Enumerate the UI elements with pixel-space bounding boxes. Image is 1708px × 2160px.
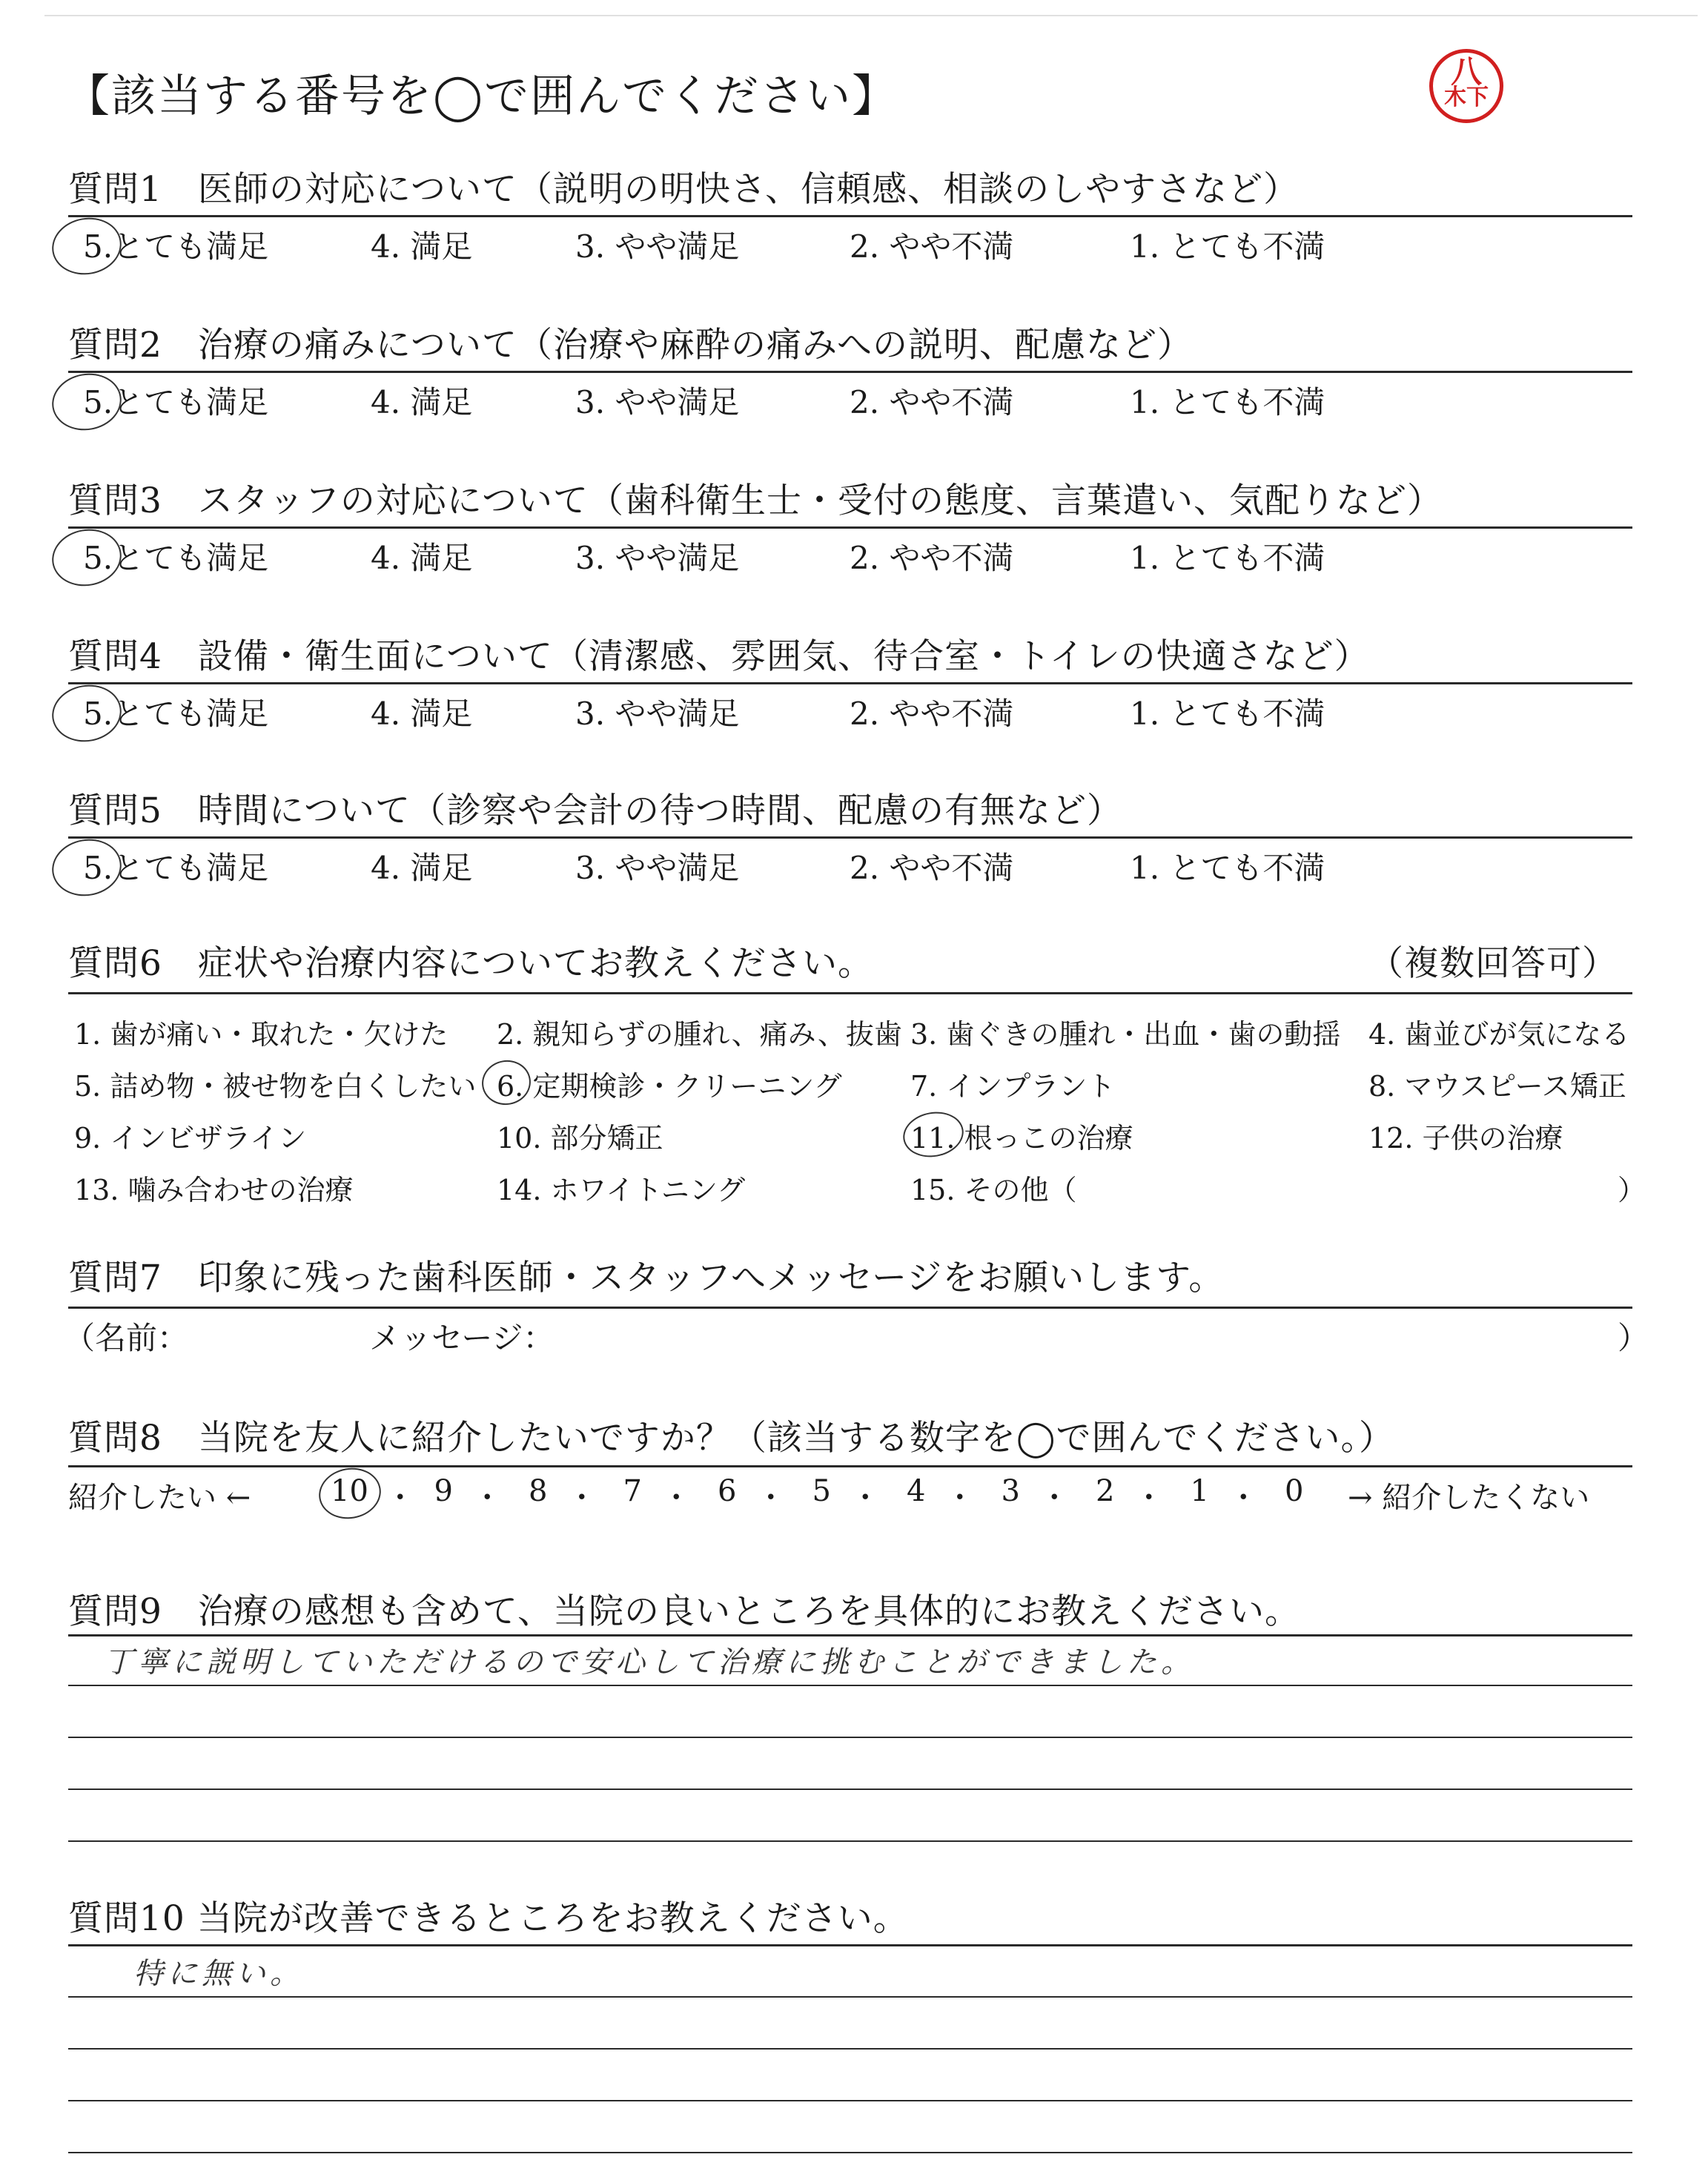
q8-scale-dot: ・ bbox=[385, 1481, 415, 1515]
q2-rule bbox=[68, 371, 1632, 373]
q6-item-6[interactable]: 6. 定期検診・クリーニング bbox=[497, 1070, 842, 1103]
q4-option-3[interactable]: 3. やや満足 bbox=[575, 696, 740, 732]
q6-item-15[interactable]: 15. その他（ bbox=[910, 1174, 1077, 1206]
q8-scale-dot: ・ bbox=[472, 1481, 503, 1515]
q3-title: 質問3 スタッフの対応について（歯科衛生士・受付の態度、言葉遣い、気配りなど） bbox=[68, 480, 1443, 521]
q5-rule bbox=[68, 836, 1632, 839]
q1-option-4[interactable]: 4. 満足 bbox=[371, 228, 473, 265]
q8-selected-circle bbox=[315, 1463, 385, 1524]
q8-left-label: 紹介したい ← bbox=[68, 1481, 251, 1515]
q6-item-7[interactable]: 7. インプラント bbox=[910, 1070, 1116, 1103]
q5-option-5[interactable]: 5.とても満足 bbox=[83, 850, 269, 886]
q8-scale-dot: ・ bbox=[1039, 1481, 1070, 1515]
seal-stamp: 八 木下 bbox=[1429, 49, 1503, 123]
q4-option-5[interactable]: 5.とても満足 bbox=[83, 696, 269, 732]
q3-option-5[interactable]: 5.とても満足 bbox=[83, 540, 269, 576]
survey-heading: 【該当する番号を◯で囲んでください】 bbox=[65, 70, 898, 122]
q6-item-5[interactable]: 5. 詰め物・被せ物を白くしたい bbox=[74, 1070, 477, 1103]
q4-rule bbox=[68, 682, 1632, 684]
q6-item-11[interactable]: 11. 根っこの治療 bbox=[910, 1122, 1133, 1155]
q2-option-1[interactable]: 1. とても不満 bbox=[1130, 384, 1325, 420]
q8-scale-10[interactable]: 10 bbox=[331, 1474, 368, 1508]
q6-item-10[interactable]: 10. 部分矯正 bbox=[497, 1122, 663, 1155]
q1-option-2[interactable]: 2. やや不満 bbox=[850, 228, 1014, 265]
q6-item-1[interactable]: 1. 歯が痛い・取れた・欠けた bbox=[74, 1018, 448, 1051]
q8-scale-8[interactable]: 8 bbox=[529, 1474, 548, 1508]
q8-scale-dot: ・ bbox=[1133, 1481, 1164, 1515]
q4-option-1[interactable]: 1. とても不満 bbox=[1130, 696, 1325, 732]
q8-scale-dot: ・ bbox=[944, 1481, 975, 1515]
q5-option-1[interactable]: 1. とても不満 bbox=[1130, 850, 1325, 886]
q9-rule-3 bbox=[68, 1737, 1632, 1738]
q7-rule bbox=[68, 1307, 1632, 1309]
q2-option-5[interactable]: 5.とても満足 bbox=[83, 384, 269, 420]
q8-scale-dot: ・ bbox=[566, 1481, 597, 1515]
q6-item-3[interactable]: 3. 歯ぐきの腫れ・出血・歯の動揺 bbox=[910, 1018, 1341, 1051]
q6-item-9[interactable]: 9. インビザライン bbox=[74, 1122, 307, 1155]
q8-scale-dot: ・ bbox=[755, 1481, 786, 1515]
q10-handwritten-answer: 特に無い。 bbox=[133, 1957, 304, 1991]
q8-scale-dot: ・ bbox=[661, 1481, 692, 1515]
q6-item-12[interactable]: 12. 子供の治療 bbox=[1368, 1122, 1563, 1155]
q4-option-2[interactable]: 2. やや不満 bbox=[850, 696, 1014, 732]
q8-scale-6[interactable]: 6 bbox=[718, 1474, 737, 1508]
q4-title: 質問4 設備・衛生面について（清潔感、雰囲気、待合室・トイレの快適さなど） bbox=[68, 636, 1370, 677]
q5-title: 質問5 時間について（診察や会計の待つ時間、配慮の有無など） bbox=[68, 790, 1122, 831]
q6-item-16: ） bbox=[1618, 1174, 1646, 1206]
q2-title: 質問2 治療の痛みについて（治療や麻酔の痛みへの説明、配慮など） bbox=[68, 325, 1194, 366]
q3-option-4[interactable]: 4. 満足 bbox=[371, 540, 473, 576]
q8-scale-1[interactable]: 1 bbox=[1190, 1474, 1209, 1508]
q9-rule-5 bbox=[68, 1840, 1632, 1842]
q3-rule bbox=[68, 526, 1632, 529]
q2-option-4[interactable]: 4. 満足 bbox=[371, 384, 473, 420]
q5-option-3[interactable]: 3. やや満足 bbox=[575, 850, 740, 886]
q10-rule-1 bbox=[68, 1944, 1632, 1946]
q7-message-label: メッセージ： bbox=[369, 1320, 555, 1356]
q3-option-2[interactable]: 2. やや不満 bbox=[850, 540, 1014, 576]
q1-rule bbox=[68, 215, 1632, 217]
q2-option-2[interactable]: 2. やや不満 bbox=[850, 384, 1014, 420]
q7-title: 質問7 印象に残った歯科医師・スタッフへメッセージをお願いします。 bbox=[68, 1258, 1225, 1298]
q1-option-3[interactable]: 3. やや満足 bbox=[575, 228, 740, 265]
q8-scale-dot: ・ bbox=[850, 1481, 881, 1515]
q8-scale-3[interactable]: 3 bbox=[1001, 1474, 1020, 1508]
q9-rule-2 bbox=[68, 1685, 1632, 1686]
q10-rule-3 bbox=[68, 2048, 1632, 2050]
page-top-edge bbox=[44, 15, 1698, 16]
q1-title: 質問1 医師の対応について（説明の明快さ、信頼感、相談のしやすさなど） bbox=[68, 169, 1300, 210]
q8-scale-dot: ・ bbox=[1228, 1481, 1259, 1515]
q8-title: 質問8 当院を友人に紹介したいですか？（該当する数字を◯で囲んでください。） bbox=[68, 1418, 1395, 1459]
q5-option-2[interactable]: 2. やや不満 bbox=[850, 850, 1014, 886]
q5-option-4[interactable]: 4. 満足 bbox=[371, 850, 473, 886]
q9-handwritten-answer: 丁寧に説明していただけるので安心して治療に挑むことができました。 bbox=[104, 1645, 1195, 1680]
q8-scale-9[interactable]: 9 bbox=[434, 1474, 453, 1508]
q3-option-1[interactable]: 1. とても不満 bbox=[1130, 540, 1325, 576]
q7-close-paren: ） bbox=[1618, 1320, 1649, 1356]
q6-note: （複数回答可） bbox=[1368, 943, 1618, 984]
q7-name-label: （名前： bbox=[64, 1320, 189, 1356]
q10-title: 質問10 当院が改善できるところをお教えください。 bbox=[68, 1898, 909, 1939]
q1-option-5[interactable]: 5.とても満足 bbox=[83, 228, 269, 265]
q3-option-3[interactable]: 3. やや満足 bbox=[575, 540, 740, 576]
q8-scale-0[interactable]: 0 bbox=[1285, 1474, 1304, 1508]
q10-rule-2 bbox=[68, 1996, 1632, 1998]
q4-option-4[interactable]: 4. 満足 bbox=[371, 696, 473, 732]
q9-rule-1 bbox=[68, 1634, 1632, 1636]
q8-scale-4[interactable]: 4 bbox=[907, 1474, 926, 1508]
q6-item-8[interactable]: 8. マウスピース矯正 bbox=[1368, 1070, 1626, 1103]
q1-option-1[interactable]: 1. とても不満 bbox=[1130, 228, 1325, 265]
q2-option-3[interactable]: 3. やや満足 bbox=[575, 384, 740, 420]
q8-right-label: → 紹介したくない bbox=[1348, 1481, 1590, 1515]
q6-rule bbox=[68, 992, 1632, 994]
q8-scale-5[interactable]: 5 bbox=[812, 1474, 831, 1508]
q9-title: 質問9 治療の感想も含めて、当院の良いところを具体的にお教えください。 bbox=[68, 1591, 1300, 1632]
q9-rule-4 bbox=[68, 1789, 1632, 1790]
q10-rule-4 bbox=[68, 2100, 1632, 2101]
q8-scale-2[interactable]: 2 bbox=[1096, 1474, 1115, 1508]
q6-item-14[interactable]: 14. ホワイトニング bbox=[497, 1174, 746, 1206]
q8-rule bbox=[68, 1465, 1632, 1467]
q6-title: 質問6 症状や治療内容についてお教えください。 bbox=[68, 943, 873, 984]
q6-item-4[interactable]: 4. 歯並びが気になる bbox=[1368, 1018, 1630, 1051]
q6-item-2[interactable]: 2. 親知らずの腫れ、痛み、抜歯 bbox=[497, 1018, 902, 1051]
q8-scale-7[interactable]: 7 bbox=[623, 1474, 642, 1508]
q6-item-13[interactable]: 13. 噛み合わせの治療 bbox=[74, 1174, 354, 1206]
q10-rule-5 bbox=[68, 2152, 1632, 2153]
